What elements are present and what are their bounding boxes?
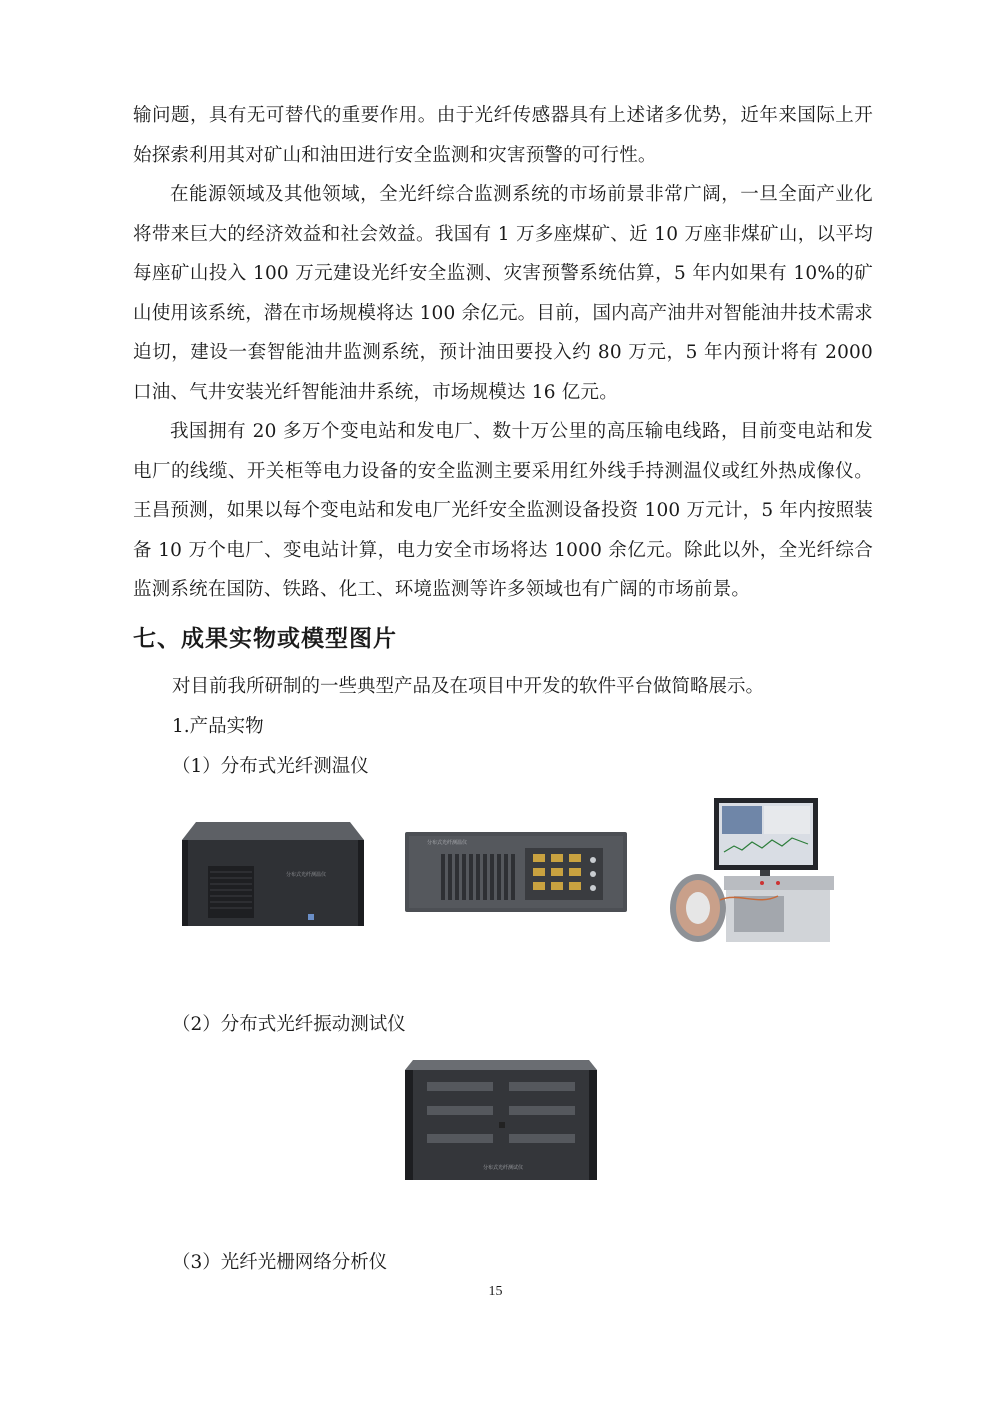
paragraph-2: 在能源领域及其他领域，全光纤综合监测系统的市场前景非常广阔，一旦全面产业化将带来巨大的经济效益和社会效益。我国有 1 万多座煤矿、近 10 万座非煤矿山，以平均每座矿山投入 100 万元建设光纤安全监测、灾害预警系统估算，5 年内如果有 10%的矿山使用该系统，潜在市场规模将达 100 余亿元。目前，国内高产油井对智能油井技术需求迫切，建设一套智能油井监测系统，预计油田要投入约 80 万元，5 年内预计将有 2000 口油、气井安装光纤智能油井系统，市场规模达 16 亿元。: [133, 184, 873, 403]
page-number: 15: [488, 1284, 503, 1299]
vibration-chassis-label: 分布式光纤测试仪: [483, 1165, 524, 1171]
panel-label: 分布式光纤测温仪: [427, 840, 468, 846]
paragraph-3: 我国拥有 20 多万个变电站和发电厂、数十万公里的高压输电线路，目前变电站和发电厂的线缆、开关柜等电力设备的安全监测主要采用红外线手持测温仪或红外热成像仪。王昌预测，如果以每个变电站和发电厂光纤安全监测设备投资 100 万元计，5 年内按照装备 10 万个电厂、变电站计算，电力安全市场将达 1000 余亿元。除此以外，全光纤综合监测系统在国防、铁路、化工、环境监测等许多领域也有广阔的市场前景。: [133, 421, 873, 600]
item-grating-analyzer: （3）光纤光栅网络分析仪: [172, 1252, 388, 1273]
item-temperature-instrument: （1）分布式光纤测温仪: [172, 756, 369, 777]
item-vibration-tester: （2）分布式光纤振动测试仪: [172, 1014, 406, 1035]
temperature-system-photo: [668, 796, 836, 948]
section-intro: 对目前我所研制的一些典型产品及在项目中开发的软件平台做简略展示。: [172, 676, 765, 697]
subsection-title: 1.产品实物: [172, 716, 264, 737]
paragraph-1: 输问题，具有无可替代的重要作用。由于光纤传感器具有上述诸多优势，近年来国际上开始探索利用其对矿山和油田进行安全监测和灾害预警的可行性。: [133, 105, 873, 166]
temperature-panel-photo: [403, 828, 629, 916]
temp-chassis-label: 分布式光纤测温仪: [286, 872, 327, 878]
temperature-chassis-photo: [178, 818, 368, 930]
vibration-chassis-photo: [403, 1058, 599, 1184]
section-heading: 七、成果实物或模型图片: [133, 626, 397, 652]
